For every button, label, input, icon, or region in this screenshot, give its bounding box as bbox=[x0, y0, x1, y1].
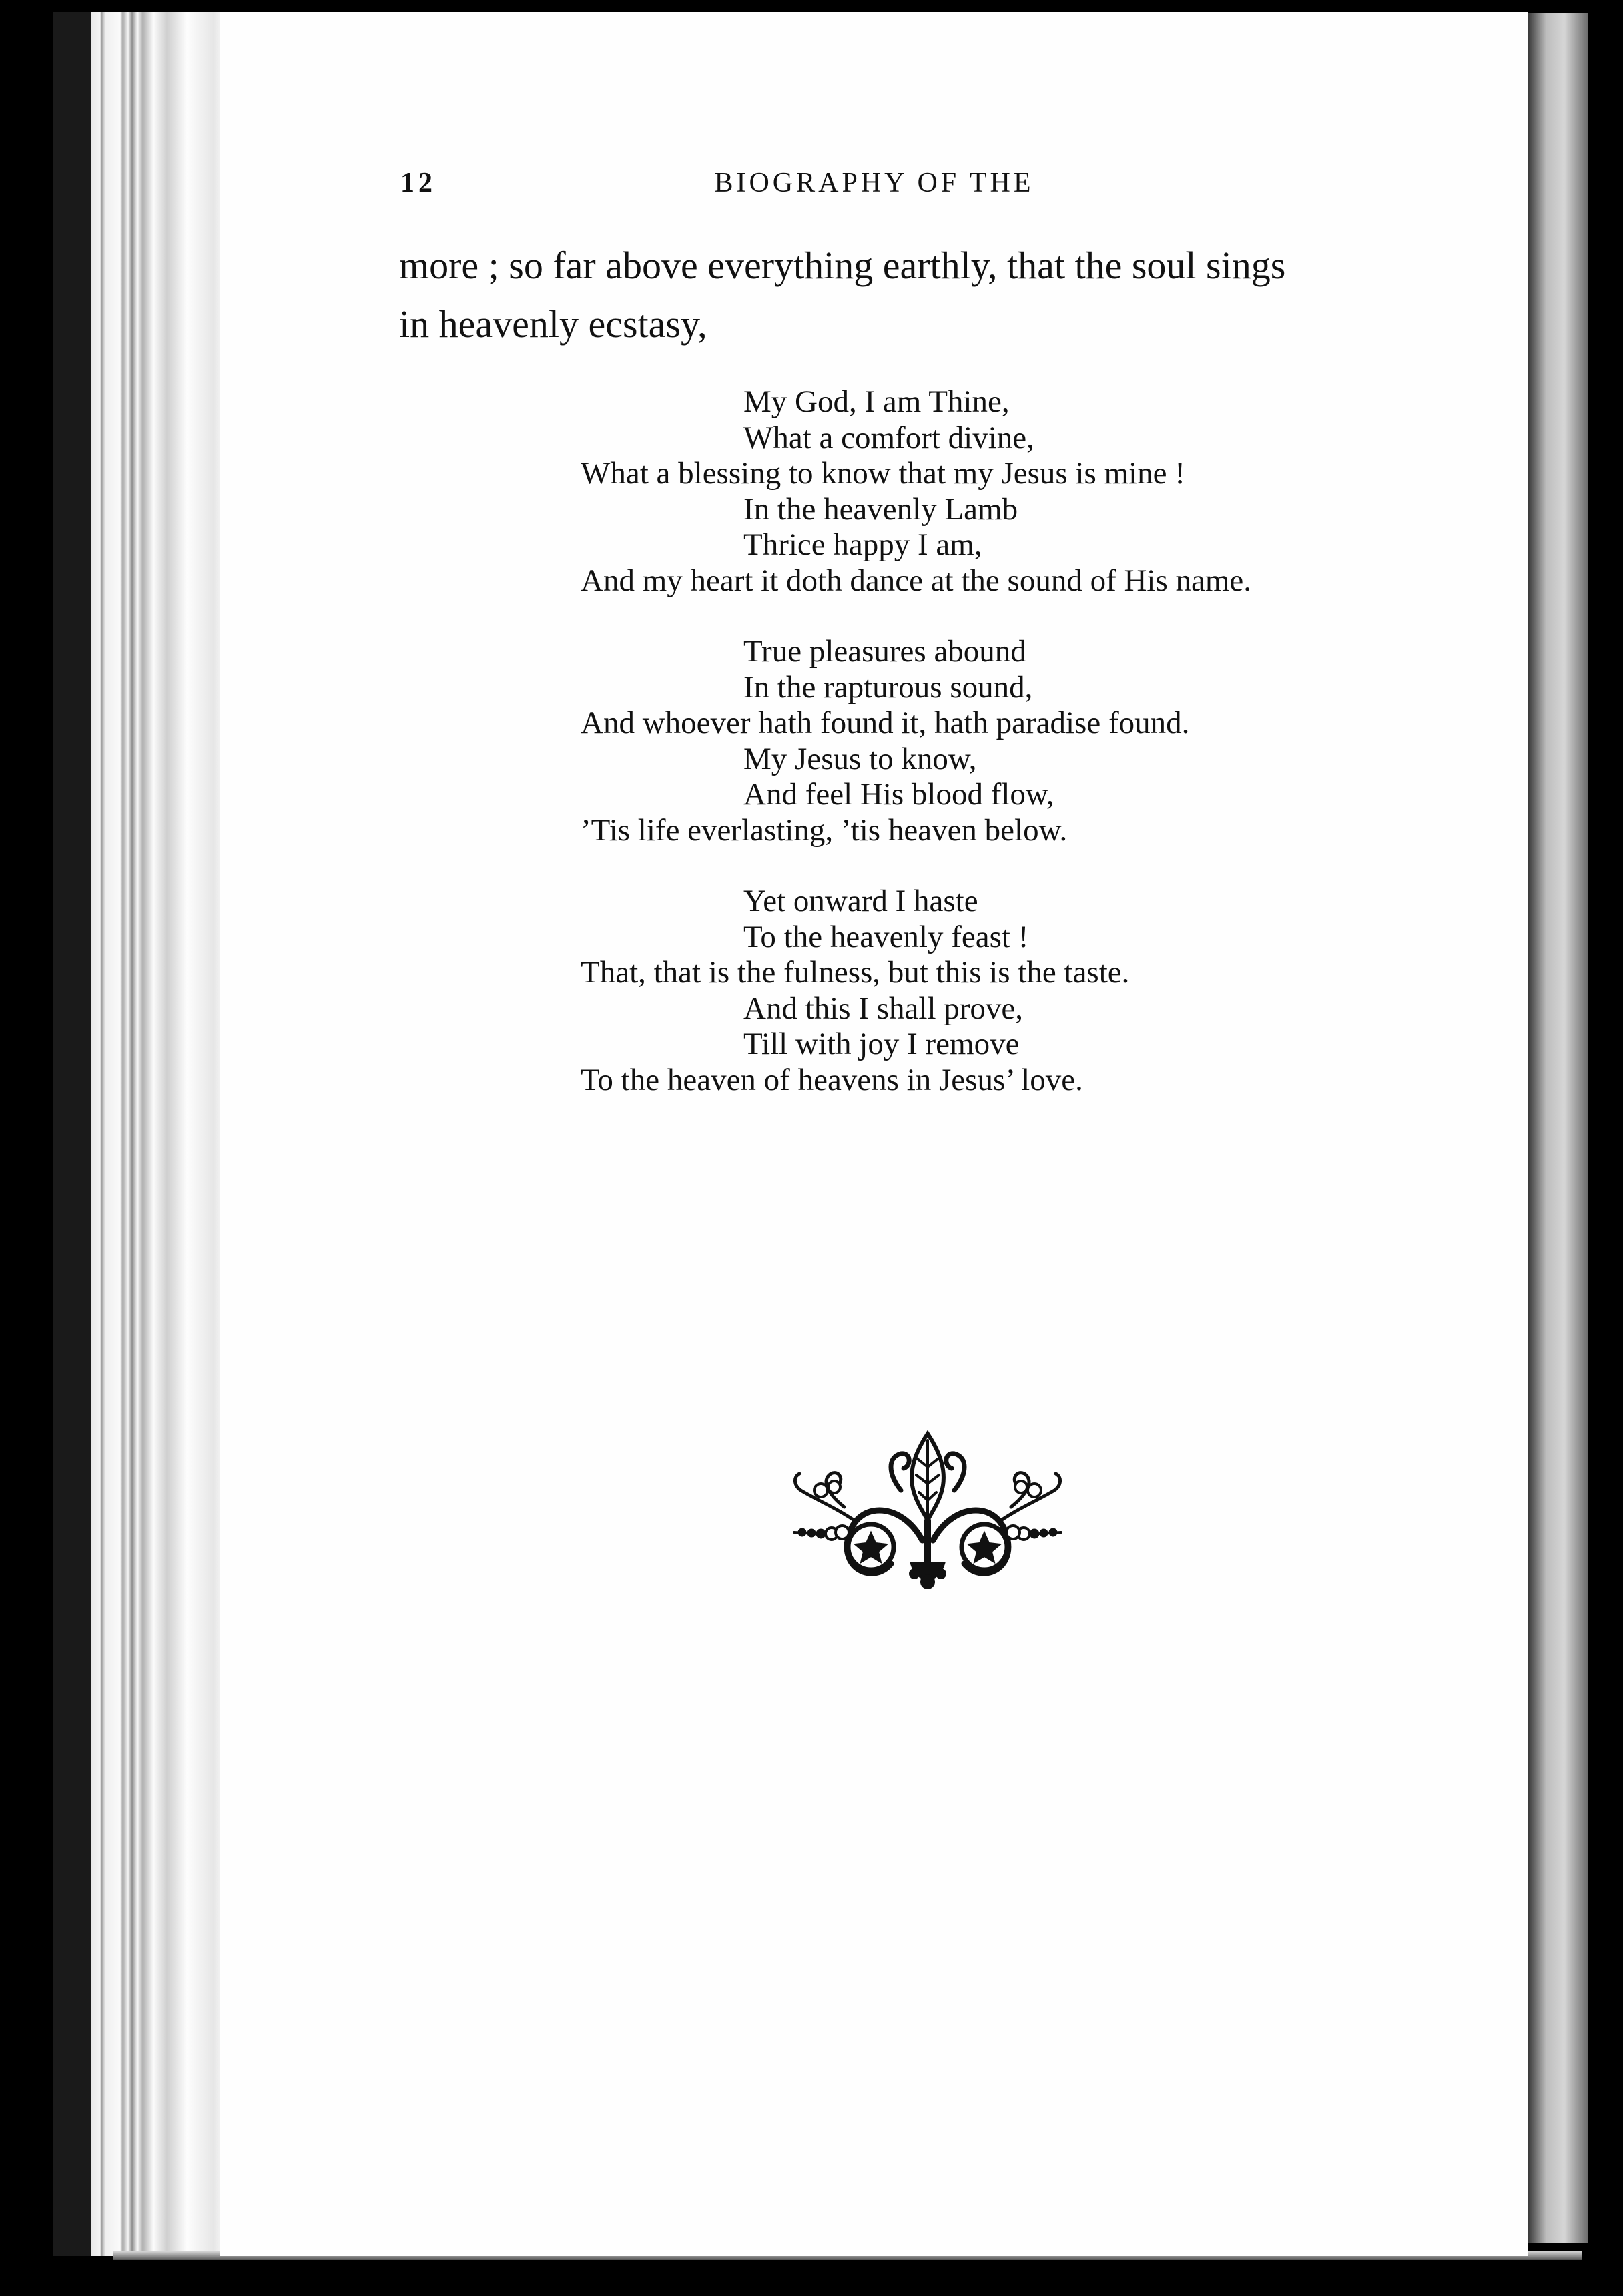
poem-line: Yet onward I haste bbox=[743, 884, 978, 918]
poem-line: To the heaven of heavens in Jesus’ love. bbox=[581, 1062, 1083, 1097]
prose-line: more ; so far above everything earthly, that the soul sings bbox=[399, 244, 1286, 287]
poem-line: True pleasures abound bbox=[743, 634, 1026, 669]
running-head-title: BIOGRAPHY OF THE bbox=[714, 168, 1034, 198]
poem-line: And whoever hath found it, hath paradise found. bbox=[581, 705, 1190, 740]
poem-line: That, that is the fulness, but this is the taste. bbox=[581, 955, 1130, 990]
floral-vignette-icon bbox=[781, 1427, 1074, 1607]
poem-line: To the heavenly feast ! bbox=[743, 919, 1029, 954]
stanza-3 bbox=[581, 884, 1251, 1098]
stanza-1 bbox=[581, 384, 1251, 599]
poem-line: In the rapturous sound, bbox=[743, 669, 1033, 705]
poem-line: And this I shall prove, bbox=[743, 990, 1024, 1026]
poem-line: What a comfort divine, bbox=[743, 420, 1034, 455]
prose-paragraph bbox=[399, 236, 1360, 354]
poem-line: My Jesus to know, bbox=[743, 741, 977, 776]
poem-line: And my heart it doth dance at the sound of His name. bbox=[581, 563, 1252, 598]
page-number: 12 bbox=[400, 168, 436, 198]
prose-line: in heavenly ecstasy, bbox=[399, 302, 707, 346]
page-edges bbox=[53, 12, 227, 2256]
stanza-2 bbox=[581, 634, 1251, 848]
facing-page-edge bbox=[1528, 13, 1588, 2243]
poem-line: What a blessing to know that my Jesus is mine ! bbox=[581, 456, 1185, 491]
poem bbox=[581, 384, 1251, 1098]
poem-line: And feel His blood flow, bbox=[743, 777, 1054, 812]
poem-line: Till with joy I remove bbox=[743, 1027, 1020, 1061]
poem-line: ’Tis life everlasting, ’tis heaven below. bbox=[581, 812, 1068, 848]
poem-line: My God, I am Thine, bbox=[743, 384, 1010, 419]
poem-line: Thrice happy I am, bbox=[743, 527, 982, 562]
running-head bbox=[400, 167, 1348, 207]
poem-line: In the heavenly Lamb bbox=[743, 491, 1018, 527]
book-page bbox=[220, 12, 1528, 2256]
